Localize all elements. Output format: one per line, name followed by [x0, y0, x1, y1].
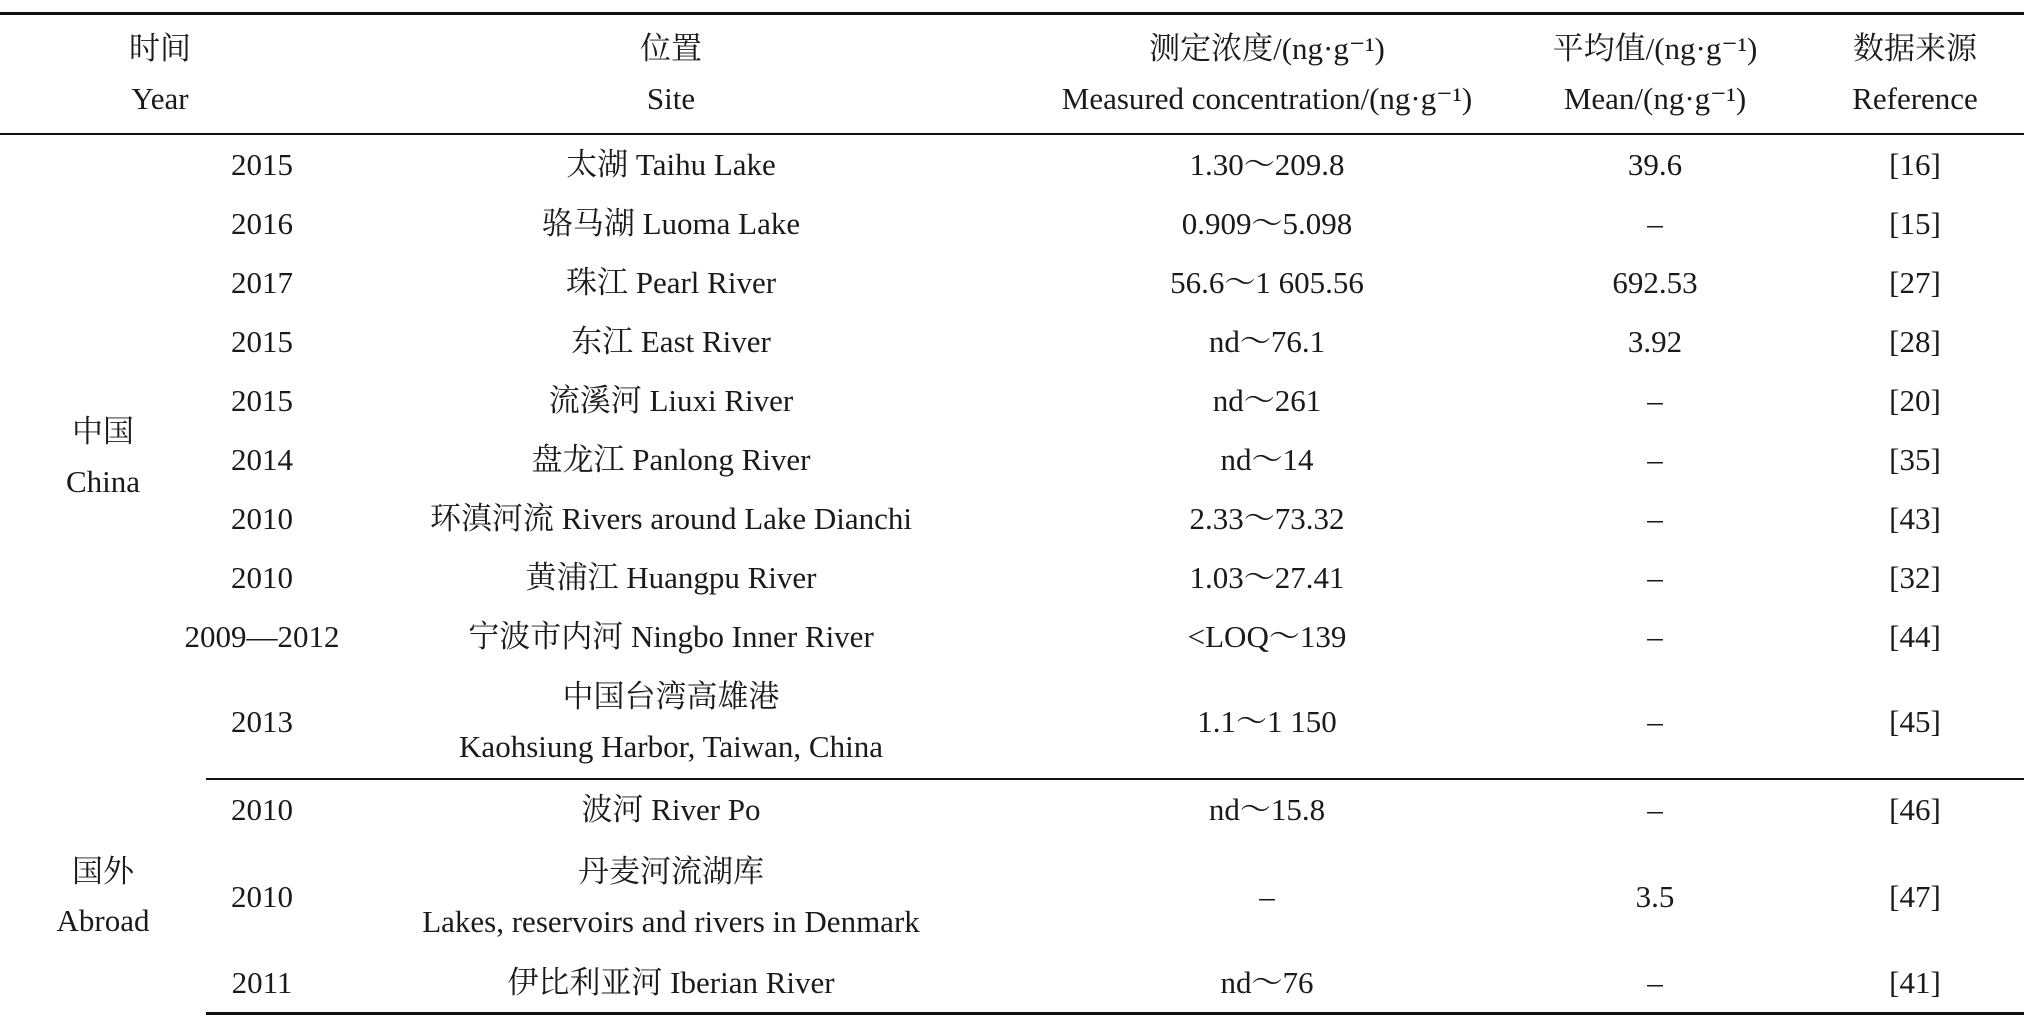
header-mean-zh: 平均值/(ng·g⁻¹) [1552, 31, 1758, 67]
year-cell: 2016 [231, 205, 293, 241]
table-row [0, 666, 2024, 779]
reference-cell: [20] [1889, 382, 1941, 418]
mean-cell: – [1647, 500, 1663, 536]
mean-cell: 3.92 [1627, 323, 1683, 359]
site-cell: 流溪河 Liuxi River [548, 382, 794, 418]
site-cell: 骆马湖 Luoma Lake [541, 205, 801, 241]
reference-cell: [28] [1889, 323, 1941, 359]
table-row [0, 839, 2024, 954]
year-cell: 2015 [231, 323, 293, 359]
table-row [0, 607, 2024, 666]
site-en: Lakes, reservoirs and rivers in Denmark [422, 903, 920, 939]
concentration-cell: nd～15.8 [1208, 791, 1326, 827]
site-cell: 伊比利亚河 Iberian River [312, 954, 1030, 1014]
mean-cell: – [1504, 954, 1806, 1014]
header-mean-en: Mean/(ng·g⁻¹) [1563, 81, 1747, 116]
table-row [0, 134, 2024, 194]
concentration-cell: 1.1～1 150 [1030, 666, 1504, 779]
year-cell: 2010 [231, 500, 293, 536]
concentration-cell: nd～261 [1212, 382, 1322, 418]
year-cell: 2010 [231, 878, 293, 914]
reference-cell: [43] [1889, 500, 1941, 536]
concentration-cell: 0.909～5.098 [1181, 205, 1353, 241]
reference-cell: [47] [1889, 878, 1941, 914]
table-row [0, 430, 2024, 489]
header-reference-zh: 数据来源 [1853, 31, 1977, 67]
year-cell: 2013 [206, 666, 312, 779]
year-cell: 2009—2012 [184, 618, 340, 654]
concentration-cell: <LOQ～139 [1187, 618, 1347, 654]
site-cell: 太湖 Taihu Lake [566, 146, 776, 182]
concentration-cell: 2.33～73.32 [1189, 500, 1345, 536]
concentration-cell: nd～14 [1220, 441, 1314, 477]
reference-cell: [41] [1806, 954, 2024, 1014]
region-zh: 中国 [72, 414, 134, 450]
table-row [0, 548, 2024, 607]
reference-cell: [45] [1806, 666, 2024, 779]
reference-cell: [32] [1889, 559, 1941, 595]
region-label-china [0, 134, 206, 779]
mean-cell: – [1647, 791, 1663, 827]
mean-cell: – [1647, 382, 1663, 418]
reference-cell: [27] [1889, 264, 1941, 300]
table-header-row [0, 14, 2024, 135]
site-cell: 盘龙江 Panlong River [531, 441, 811, 477]
concentration-cell: 56.6～1 605.56 [1170, 264, 1364, 300]
reference-cell: [46] [1889, 791, 1941, 827]
concentration-cell: nd～76 [1030, 954, 1504, 1014]
reference-cell: [35] [1889, 441, 1941, 477]
data-table-container [0, 12, 2024, 1015]
mean-cell: – [1647, 205, 1663, 241]
site-cell: 黄浦江 Huangpu River [525, 559, 817, 595]
site-zh: 丹麦河流湖库 [578, 853, 764, 889]
reference-cell: [16] [1889, 146, 1941, 182]
region-en: China [65, 464, 141, 499]
header-site-zh: 位置 [640, 31, 702, 67]
mean-cell: 39.6 [1627, 146, 1683, 182]
header-concentration [1030, 14, 1504, 135]
header-reference-en: Reference [1852, 81, 1978, 116]
concentration-cell: 1.30～209.8 [1189, 146, 1345, 182]
header-mean [1504, 14, 1806, 135]
reference-cell: [44] [1889, 618, 1941, 654]
site-cell: 波河 River Po [581, 791, 761, 827]
header-reference [1806, 14, 2024, 135]
year-cell: 2010 [231, 791, 293, 827]
mean-cell: – [1647, 618, 1663, 654]
region-zh: 国外 [72, 853, 134, 889]
header-site-en: Site [646, 81, 696, 116]
region-en: Abroad [56, 903, 150, 939]
table-row [0, 253, 2024, 312]
site-cell [312, 839, 1030, 954]
year-cell: 2015 [231, 382, 293, 418]
mean-cell: 3.5 [1635, 878, 1675, 914]
site-en: Kaohsiung Harbor, Taiwan, China [459, 729, 883, 764]
year-cell: 2014 [231, 441, 293, 477]
site-cell: 珠江 Pearl River [565, 264, 777, 300]
concentration-table [0, 12, 2024, 1015]
group-china [0, 134, 2024, 779]
group-abroad [0, 779, 2024, 1014]
concentration-cell: nd～76.1 [1208, 323, 1326, 359]
header-concentration-en: Measured concentration/(ng·g⁻¹) [1061, 81, 1473, 116]
mean-cell: 692.53 [1612, 264, 1698, 300]
year-cell: 2017 [231, 264, 293, 300]
mean-cell: – [1504, 666, 1806, 779]
site-cell [312, 666, 1030, 779]
year-cell: 2011 [206, 954, 312, 1014]
site-cell: 环滇河流 Rivers around Lake Dianchi [429, 500, 913, 536]
site-cell: 东江 East River [571, 323, 771, 359]
header-year-en: Year [131, 81, 189, 116]
header-year [0, 14, 312, 135]
table-row [0, 312, 2024, 371]
year-cell: 2015 [231, 146, 293, 182]
reference-cell: [15] [1889, 205, 1941, 241]
table-row [0, 371, 2024, 430]
table-row [0, 779, 2024, 839]
header-year-zh: 时间 [129, 31, 191, 67]
region-label-abroad [0, 779, 206, 1014]
site-zh: 中国台湾高雄港 [562, 679, 780, 715]
table-row [0, 954, 2024, 1014]
table-row [0, 194, 2024, 253]
site-cell: 宁波市内河 Ningbo Inner River [468, 618, 874, 654]
header-site [312, 14, 1030, 135]
mean-cell: – [1647, 441, 1663, 477]
table-row [0, 489, 2024, 548]
concentration-cell: – [1259, 878, 1275, 914]
year-cell: 2010 [231, 559, 293, 595]
mean-cell: – [1647, 559, 1663, 595]
header-concentration-zh: 测定浓度/(ng·g⁻¹) [1149, 31, 1385, 67]
concentration-cell: 1.03～27.41 [1189, 559, 1345, 595]
